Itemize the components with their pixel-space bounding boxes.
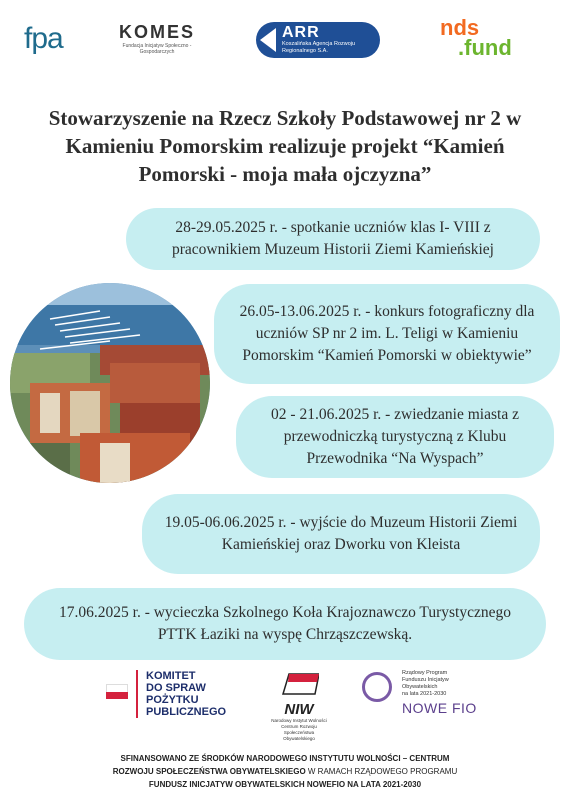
fio-bulb-icon	[362, 672, 392, 702]
page-title: Stowarzyszenie na Rzecz Szkoły Podstawowej nr 2 w Kamieniu Pomorskim realizuje projekt “Kamień Pomorski - moja mała ojczyzna”	[48, 106, 522, 186]
fio-caption-line: Obywatelskich	[402, 684, 438, 690]
niw-flag-icon	[279, 672, 319, 696]
niw-logo	[268, 672, 330, 742]
fio-caption-line: na lata 2021-2030	[402, 691, 447, 697]
footer-line: SFINANSOWANO ZE ŚRODKÓW NARODOWEGO INSTYTUTU WOLNOŚCI – CENTRUM	[120, 754, 450, 763]
footer-line: FUNDUSZ INICJATYW OBYWATELSKICH NOWEFIO NA LATA 2021-2030	[148, 780, 422, 789]
event-item: 28-29.05.2025 r. - spotkanie uczniów klas I- VIII z pracownikiem Muzeum Historii Ziemi Kamieńskiej	[126, 208, 540, 270]
town-aerial-photo	[10, 283, 210, 483]
arr-logo-caption: Koszalińska Agencja Rozwoju Regionalnego S.A.	[282, 41, 356, 54]
arrow-left-icon	[260, 28, 276, 52]
event-item: 02 - 21.06.2025 r. - zwiedzanie miasta z przewodniczką turystyczną z Klubu Przewodnika “Na Wyspach”	[236, 396, 554, 478]
footer-line-part: ROZWOJU SPOŁECZEŃSTWA OBYWATELSKIEGO	[112, 767, 306, 776]
polish-flag-icon	[106, 684, 128, 698]
komitet-line: DO SPRAW	[146, 682, 206, 694]
fio-caption-line: Funduszu Inicjatyw	[402, 677, 449, 683]
nds-logo-part2: .fund	[458, 35, 512, 60]
komes-logo-caption: Fundacja Inicjatyw Społeczno - Gospodarczych	[122, 43, 192, 55]
event-item: 17.06.2025 r. - wycieczka Szkolnego Koła Krajoznawczo Turystycznego PTTK Łaziki na wyspę Chrząszczewską.	[24, 588, 546, 660]
fio-caption	[402, 670, 449, 698]
komitet-line: KOMITET	[146, 670, 196, 682]
footer-line-part: W RAMACH RZĄDOWEGO PROGRAMU	[305, 767, 458, 776]
nds-logo-part1: nds	[440, 15, 480, 40]
komitet-line: PUBLICZNEGO	[146, 706, 227, 718]
fio-caption-line: Rządowy Program	[402, 670, 448, 676]
funding-footer	[20, 752, 550, 791]
fpa-logo: fpa	[24, 22, 63, 55]
footer-line	[20, 765, 550, 778]
niw-logo-word: NIW	[284, 701, 314, 718]
komitet-logo	[136, 670, 226, 718]
event-item: 19.05-06.06.2025 r. - wyjście do Muzeum Historii Ziemi Kamieńskiej oraz Dworku von Kleista	[142, 494, 540, 574]
komes-logo-word: KOMES	[118, 22, 195, 42]
niw-logo-caption: Narodowy Instytut Wolności Centrum Rozwoju Społeczeństwa Obywatelskiego	[271, 718, 327, 741]
arr-logo	[256, 22, 380, 58]
nowe-fio-logo-word: NOWE FIO	[402, 700, 477, 716]
town-aerial-photo-illustration	[10, 283, 210, 483]
event-item: 26.05-13.06.2025 r. - konkurs fotograficzny dla uczniów SP nr 2 im. L. Teligi w Kamieniu Pomorskim “Kamień Pomorski w obiektywie”	[214, 284, 560, 384]
nds-fund-logo	[440, 15, 512, 60]
arr-logo-word: ARR	[282, 24, 320, 41]
komes-logo	[112, 22, 202, 55]
komitet-line: POŻYTKU	[146, 694, 199, 706]
